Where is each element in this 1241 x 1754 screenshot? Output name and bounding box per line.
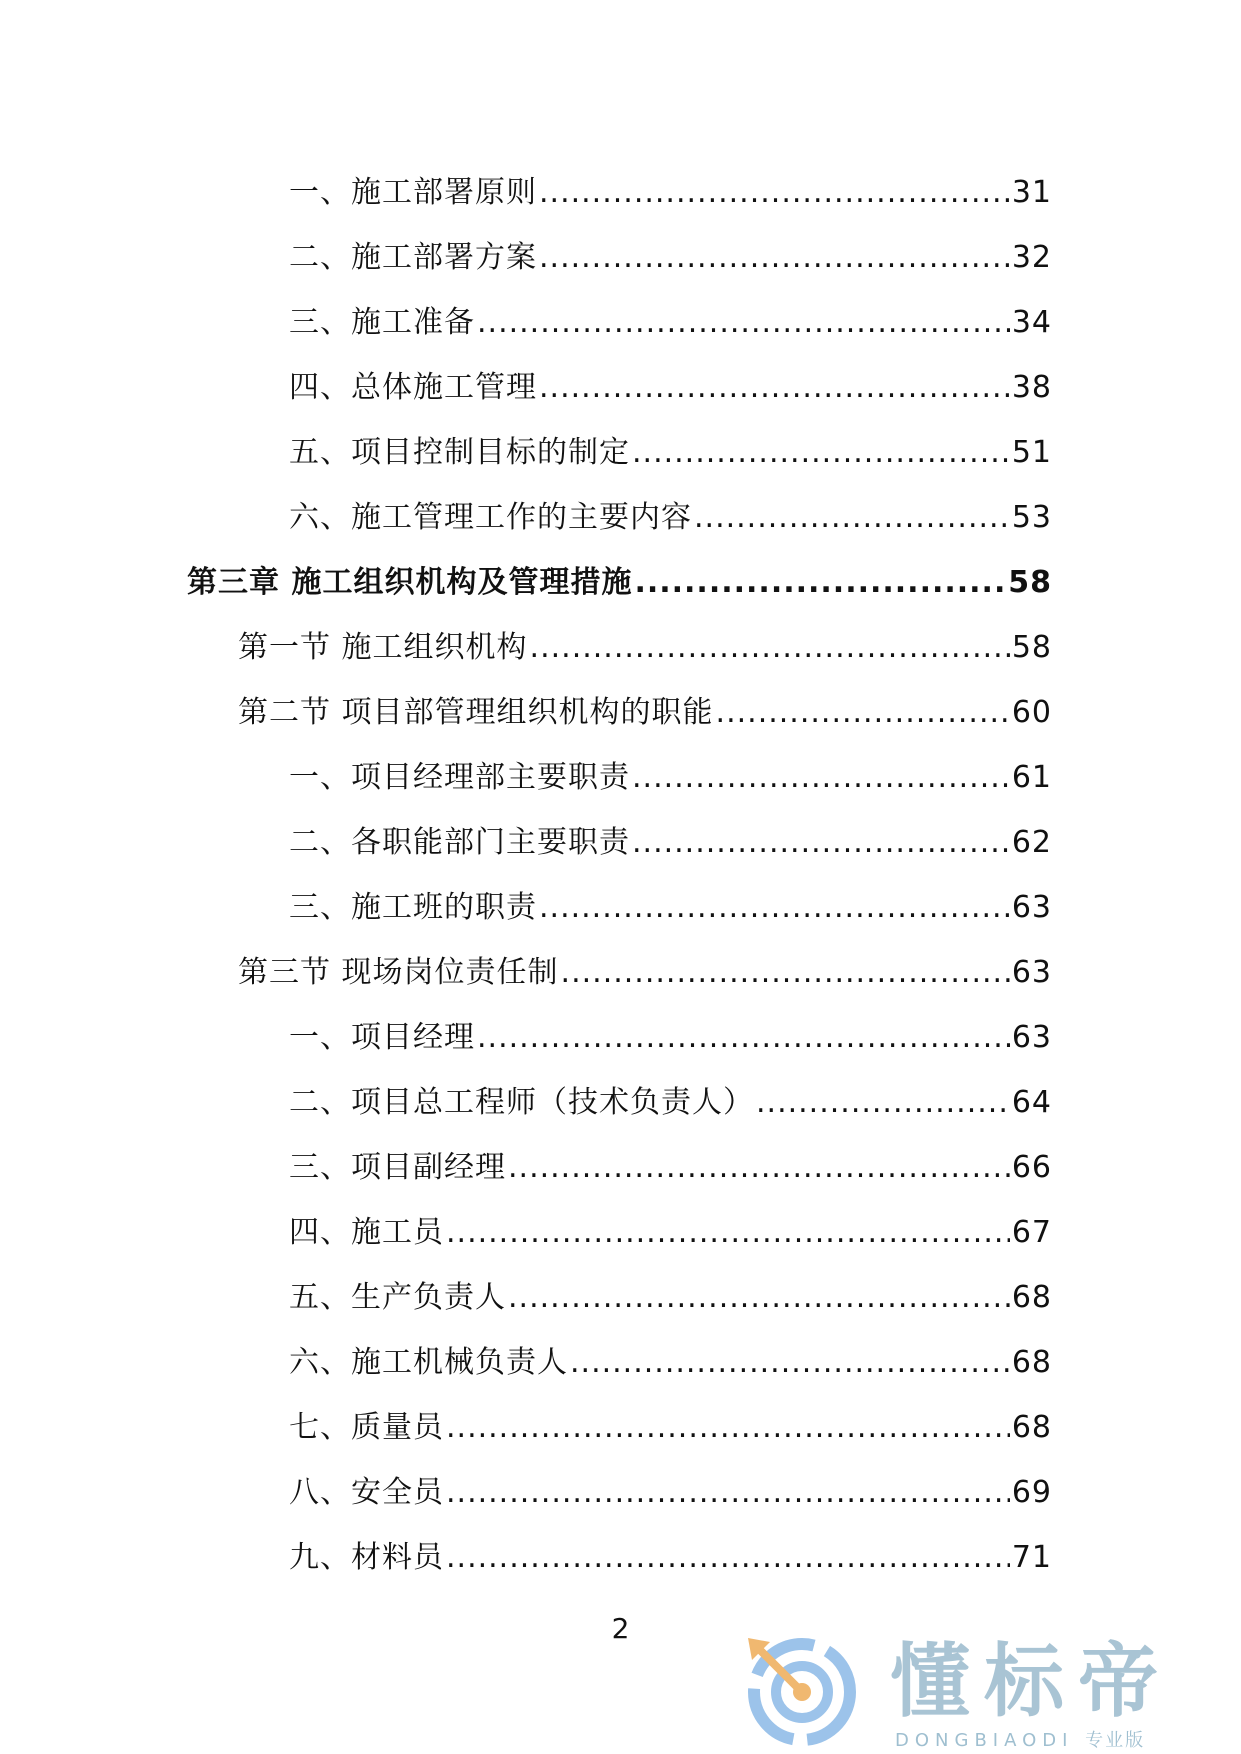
toc-entry-page: 38 <box>1011 369 1052 405</box>
toc-entry-inner <box>289 889 1052 927</box>
toc-dot-leader <box>539 174 1010 212</box>
toc-entry-inner <box>289 174 1052 212</box>
toc-entry-inner <box>289 1409 1052 1447</box>
toc-entry-page: 53 <box>1011 499 1052 535</box>
toc-entry-inner <box>289 434 1052 472</box>
toc-entry-page: 34 <box>1011 304 1052 340</box>
toc-dot-leader <box>508 1279 1010 1317</box>
toc-entry-page: 68 <box>1011 1409 1052 1445</box>
toc-entry-title: 第一节 施工组织机构 <box>238 629 528 665</box>
toc-dot-leader <box>570 1344 1010 1382</box>
toc-entry-chapter[interactable] <box>0 550 1241 615</box>
toc-entry-inner <box>238 954 1052 992</box>
toc-entry-title: 五、生产负责人 <box>289 1279 506 1315</box>
toc-dot-leader <box>539 369 1010 407</box>
toc-entry-item[interactable] <box>0 355 1241 420</box>
toc-entry-item[interactable] <box>0 875 1241 940</box>
toc-entry-item[interactable] <box>0 485 1241 550</box>
toc-entry-title: 三、项目副经理 <box>289 1149 506 1185</box>
toc-entry-title: 四、施工员 <box>289 1214 444 1250</box>
toc-dot-leader <box>632 434 1010 472</box>
toc-entry-item[interactable] <box>0 1460 1241 1525</box>
toc-entry-inner <box>289 824 1052 862</box>
toc-entry-title: 七、质量员 <box>289 1409 444 1445</box>
toc-dot-leader <box>632 824 1010 862</box>
toc-entry-page: 60 <box>1011 694 1052 730</box>
toc-entry-item[interactable] <box>0 1135 1241 1200</box>
toc-dot-leader <box>632 759 1010 797</box>
toc-entry-inner <box>289 369 1052 407</box>
toc-entry-item[interactable] <box>0 810 1241 875</box>
watermark-sub-latin: DONGBIAODI <box>895 1730 1074 1751</box>
watermark-subtitle <box>895 1726 1145 1752</box>
toc-dot-leader <box>716 694 1010 732</box>
toc-dot-leader <box>508 1149 1010 1187</box>
watermark-sub-cn: 专业版 <box>1085 1730 1146 1751</box>
toc-entry-item[interactable] <box>0 1395 1241 1460</box>
toc-entry-page: 51 <box>1011 434 1052 470</box>
toc-entry-title: 四、总体施工管理 <box>289 369 537 405</box>
toc-dot-leader <box>446 1214 1010 1252</box>
toc-entry-title: 六、施工管理工作的主要内容 <box>289 499 692 535</box>
watermark-brand: 懂标帝 <box>890 1635 1172 1728</box>
toc-dot-leader <box>477 1019 1010 1057</box>
toc-entry-inner <box>289 1474 1052 1512</box>
toc-dot-leader <box>446 1474 1010 1512</box>
toc-entry-title: 一、项目经理 <box>289 1019 475 1055</box>
toc-entry-page: 63 <box>1011 889 1052 925</box>
toc-entry-title: 二、施工部署方案 <box>289 239 537 275</box>
toc-entry-title: 八、安全员 <box>289 1474 444 1510</box>
toc-entry-inner <box>289 1539 1052 1577</box>
toc-entry-item[interactable] <box>0 745 1241 810</box>
toc-entry-item[interactable] <box>0 1525 1241 1590</box>
toc-entry-title: 三、施工准备 <box>289 304 475 340</box>
toc-entry-title: 第三章 施工组织机构及管理措施 <box>187 564 633 600</box>
toc-entry-inner <box>289 1279 1052 1317</box>
toc-entry-inner <box>289 1149 1052 1187</box>
toc-entry-page: 58 <box>1008 564 1052 600</box>
toc-dot-leader <box>530 629 1010 667</box>
toc-entry-page: 68 <box>1011 1279 1052 1315</box>
toc-entry-page: 66 <box>1011 1149 1052 1185</box>
toc-entry-page: 67 <box>1011 1214 1052 1250</box>
toc-entry-item[interactable] <box>0 1265 1241 1330</box>
toc-entry-inner <box>289 1019 1052 1057</box>
toc-dot-leader <box>477 304 1010 342</box>
toc-entry-page: 32 <box>1011 239 1052 275</box>
toc-entry-inner <box>289 239 1052 277</box>
page-number: 2 <box>611 1612 630 1645</box>
toc-dot-leader <box>539 239 1010 277</box>
toc-entry-inner <box>289 759 1052 797</box>
toc-entry-item[interactable] <box>0 1070 1241 1135</box>
toc-dot-leader <box>446 1539 1010 1577</box>
target-arrow-icon <box>740 1630 870 1748</box>
toc-entry-inner <box>289 1214 1052 1252</box>
toc-entry-page: 64 <box>1011 1084 1052 1120</box>
toc-entry-title: 六、施工机械负责人 <box>289 1344 568 1380</box>
toc-entry-page: 62 <box>1011 824 1052 860</box>
toc-dot-leader <box>634 564 1006 602</box>
toc-entry-item[interactable] <box>0 160 1241 225</box>
toc-entry-inner <box>238 694 1052 732</box>
toc-entry-title: 五、项目控制目标的制定 <box>289 434 630 470</box>
toc-entry-page: 61 <box>1011 759 1052 795</box>
toc-dot-leader <box>539 889 1010 927</box>
toc-entry-inner <box>289 1084 1052 1122</box>
toc-entry-section[interactable] <box>0 615 1241 680</box>
toc-entry-inner <box>289 499 1052 537</box>
table-of-contents <box>0 160 1241 1590</box>
toc-list <box>0 160 1241 1590</box>
toc-dot-leader <box>694 499 1010 537</box>
toc-entry-inner <box>289 1344 1052 1382</box>
toc-entry-title: 九、材料员 <box>289 1539 444 1575</box>
toc-entry-item[interactable] <box>0 420 1241 485</box>
watermark <box>740 1630 1220 1751</box>
toc-dot-leader <box>756 1084 1010 1122</box>
toc-entry-item[interactable] <box>0 1005 1241 1070</box>
toc-entry-item[interactable] <box>0 290 1241 355</box>
toc-entry-page: 69 <box>1011 1474 1052 1510</box>
toc-entry-section[interactable] <box>0 940 1241 1005</box>
toc-entry-inner <box>289 304 1052 342</box>
toc-entry-page: 31 <box>1011 174 1052 210</box>
toc-entry-item[interactable] <box>0 225 1241 290</box>
toc-entry-title: 二、项目总工程师（技术负责人） <box>289 1084 754 1120</box>
toc-entry-item[interactable] <box>0 1200 1241 1265</box>
toc-dot-leader <box>561 954 1010 992</box>
toc-entry-title: 一、施工部署原则 <box>289 174 537 210</box>
toc-entry-page: 68 <box>1011 1344 1052 1380</box>
toc-entry-title: 一、项目经理部主要职责 <box>289 759 630 795</box>
toc-dot-leader <box>446 1409 1010 1447</box>
toc-entry-inner <box>187 564 1052 602</box>
toc-entry-inner <box>238 629 1052 667</box>
toc-entry-title: 三、施工班的职责 <box>289 889 537 925</box>
toc-entry-page: 63 <box>1011 1019 1052 1055</box>
toc-entry-section[interactable] <box>0 680 1241 745</box>
toc-entry-title: 第三节 现场岗位责任制 <box>238 954 559 990</box>
toc-entry-title: 第二节 项目部管理组织机构的职能 <box>238 694 714 730</box>
toc-entry-page: 63 <box>1011 954 1052 990</box>
toc-entry-page: 71 <box>1011 1539 1052 1575</box>
toc-entry-item[interactable] <box>0 1330 1241 1395</box>
toc-entry-page: 58 <box>1011 629 1052 665</box>
toc-entry-title: 二、各职能部门主要职责 <box>289 824 630 860</box>
